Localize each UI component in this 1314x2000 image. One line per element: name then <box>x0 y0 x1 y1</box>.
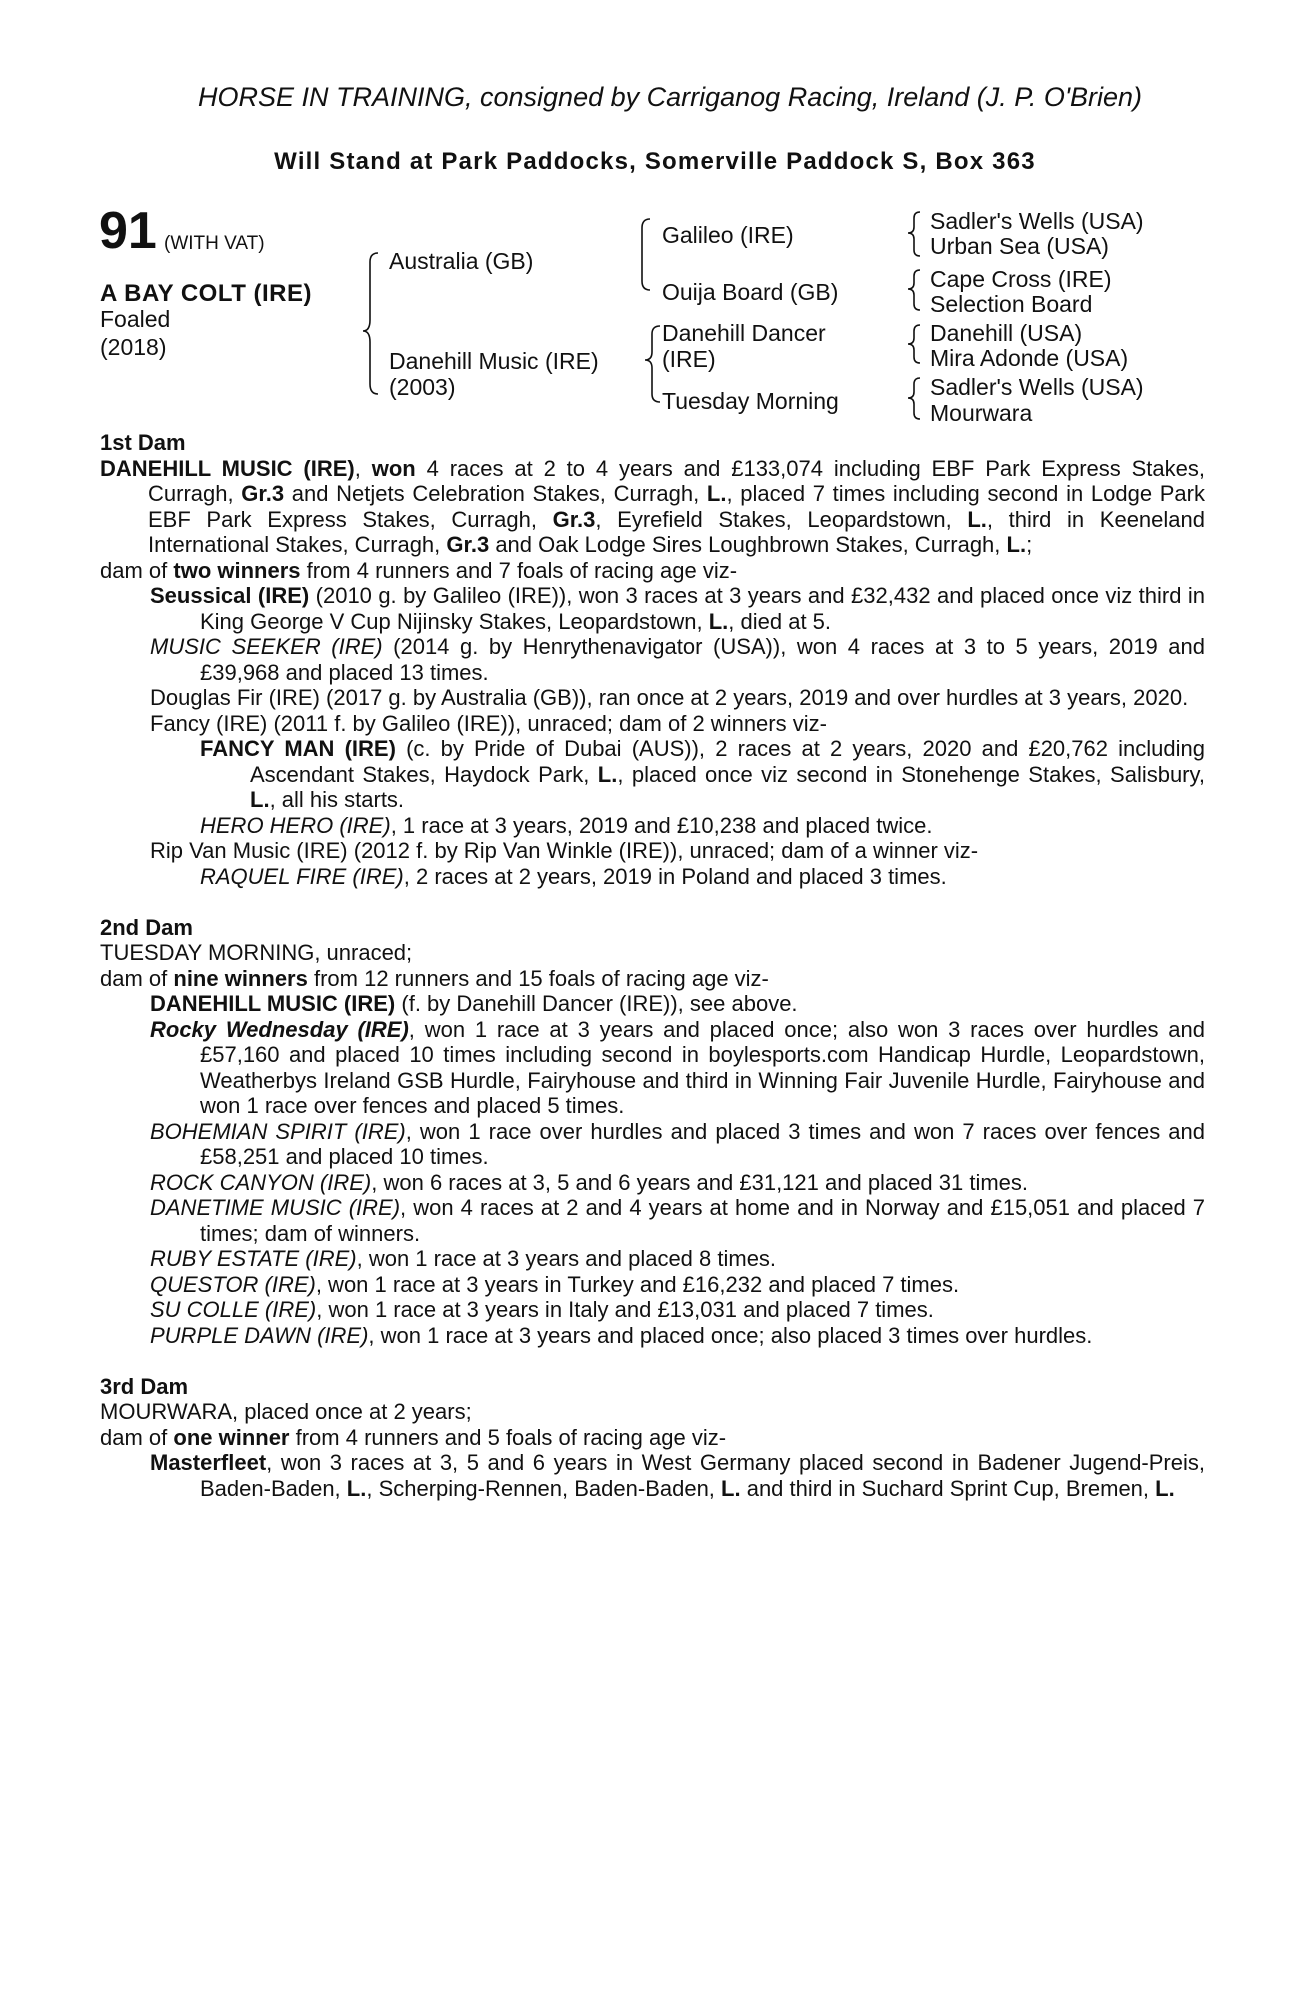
offspring-entry <box>100 1323 1205 1349</box>
foaled-info <box>100 305 170 361</box>
offspring-name: RUBY ESTATE (IRE) <box>150 1246 357 1271</box>
second-dam-title: 2nd Dam <box>100 914 193 940</box>
pedigree-gen3-4: Selection Board <box>930 291 1093 317</box>
text: dam of <box>100 1424 174 1450</box>
text: and third in Suchard Sprint Cup, Bremen, <box>740 1475 1156 1501</box>
grand-offspring-entry <box>100 736 1205 813</box>
pedigree-gen3-3: Cape Cross (IRE) <box>930 266 1112 292</box>
grand-offspring-entry <box>100 864 1205 890</box>
offspring-name: RAQUEL FIRE (IRE) <box>200 863 404 889</box>
offspring-name: PURPLE DAWN (IRE) <box>150 1322 369 1348</box>
second-dam-record: TUESDAY MORNING, unraced; <box>100 940 413 965</box>
bracket-gen3-2 <box>908 270 920 310</box>
pedigree-dam-sire-country: (IRE) <box>662 346 716 372</box>
offspring-name: Rocky Wednesday (IRE) <box>150 1016 409 1042</box>
text: and Oak Lodge Sires Loughbrown Stakes, Curragh, <box>489 532 1007 557</box>
pedigree-sire-sire: Galileo (IRE) <box>662 222 794 248</box>
dam-name: DANEHILL MUSIC (IRE) <box>100 455 355 481</box>
offspring-entry: Fancy (IRE) (2011 f. by Galileo (IRE)), unraced; dam of 2 winners viz- <box>150 710 827 736</box>
grand-offspring-entry <box>100 813 1205 839</box>
offspring-entry <box>100 1297 1205 1323</box>
text: , won 1 race at 3 years and placed once; also placed 3 times over hurdles. <box>368 1322 1093 1348</box>
text: from 12 runners and 15 foals of racing age viz- <box>307 965 769 991</box>
spacer <box>100 889 1205 915</box>
offspring-entry: Douglas Fir (IRE) (2017 g. by Australia (GB)), ran once at 2 years, 2019 and over hurdles at 3 years, 2020. <box>150 685 1189 710</box>
text: , won 6 races at 3, 5 and 6 years and £31,121 and placed 31 times. <box>371 1169 1029 1195</box>
offspring-entry <box>100 1450 1205 1501</box>
lot-number: 91 <box>99 202 157 260</box>
text: (f. by Danehill Dancer (IRE)), see above. <box>395 991 798 1016</box>
offspring-name: HERO HERO (IRE) <box>200 812 391 838</box>
offspring-entry <box>100 1195 1205 1246</box>
text: (c. by Pride of Dubai (AUS)), 2 races at 2 years, 2020 and £20,762 including Ascendant Stakes, Haydock Park, <box>250 736 1205 787</box>
bracket-gen3-4 <box>908 378 920 419</box>
vat-note: (WITH VAT) <box>164 233 265 254</box>
pedigree-sire-dam: Ouija Board (GB) <box>662 279 839 305</box>
text: , 1 race at 3 years, 2019 and £10,238 and placed twice. <box>390 812 933 838</box>
text: , won 1 race at 3 years in Turkey and £16,232 and placed 7 times. <box>315 1271 960 1297</box>
offspring-entry <box>100 991 1205 1017</box>
listed-label: L. <box>967 506 987 532</box>
text: (2010 g. by Galileo (IRE)), won 3 races at 3 years and £32,432 and placed once viz third in King George V Cup Nijinsky Stakes, Leopardstown, <box>200 583 1206 634</box>
offspring-name: DANEHILL MUSIC (IRE) <box>150 991 396 1016</box>
offspring-entry <box>100 1017 1205 1119</box>
pedigree-gen3-2: Urban Sea (USA) <box>930 233 1109 259</box>
pedigree-dam-sire-name: Danehill Dancer <box>662 320 826 346</box>
text: , won 3 races at 3, 5 and 6 years in West Germany placed second in Badener Jugend-Preis, Baden-Baden, <box>200 1450 1205 1501</box>
offspring-name: QUESTOR (IRE) <box>150 1271 316 1297</box>
bracket-gen1 <box>363 253 378 394</box>
offspring-entry <box>100 1272 1205 1298</box>
listed-label: L. <box>708 608 729 634</box>
offspring-entry: Rip Van Music (IRE) (2012 f. by Rip Van Winkle (IRE)), unraced; dam of a winner viz- <box>150 838 979 863</box>
pedigree-dam-dam: Tuesday Morning <box>662 388 839 414</box>
offspring-name: ROCK CANYON (IRE) <box>150 1169 372 1195</box>
text: (2014 g. by Henrythenavigator (USA)), won 4 races at 3 to 5 years, 2019 and £39,968 and placed 13 times. <box>200 634 1205 685</box>
text: , won 4 races at 2 and 4 years at home and in Norway and £15,051 and placed 7 times; dam of winners. <box>200 1195 1205 1246</box>
bracket-gen3-3 <box>908 325 920 363</box>
first-dam-record <box>100 456 1205 558</box>
grade-label: Gr.3 <box>241 481 285 506</box>
pedigree-gen3-7: Sadler's Wells (USA) <box>930 374 1144 400</box>
grade-label: Gr.3 <box>446 532 490 557</box>
horse-name: A BAY COLT (IRE) <box>100 280 313 307</box>
pedigree-dam-year: (2003) <box>389 374 456 400</box>
text: , <box>354 455 372 481</box>
offspring-entry <box>100 1119 1205 1170</box>
listed-label: L. <box>1155 1475 1175 1501</box>
catalogue-body <box>100 430 1205 1501</box>
text: , third in Keeneland International Stakes, Curragh, <box>148 506 1205 557</box>
pedigree-dam-sire <box>662 320 826 372</box>
pedigree-gen3-5: Danehill (USA) <box>930 320 1083 346</box>
listed-label: L. <box>250 787 270 812</box>
offspring-entry <box>100 634 1205 685</box>
text: , won 1 race over hurdles and placed 3 times and won 7 races over fences and £58,251 and placed 10 times. <box>200 1118 1205 1169</box>
winners-count: two winners <box>173 557 301 583</box>
text: , Scherping-Rennen, Baden-Baden, <box>366 1475 722 1501</box>
text: from 4 runners and 7 foals of racing age viz- <box>300 557 738 583</box>
offspring-name: SU COLLE (IRE) <box>150 1297 317 1322</box>
consignor-line: HORSE IN TRAINING, consigned by Carriganog Racing, Ireland (J. P. O'Brien) <box>197 82 1143 112</box>
pedigree-dam-name: Danehill Music (IRE) <box>389 348 599 374</box>
text: , placed once viz second in Stonehenge Stakes, Salisbury, <box>617 761 1205 787</box>
text: dam of <box>100 965 174 991</box>
foaled-year: (2018) <box>100 334 167 360</box>
bracket-gen2-sire <box>642 219 650 290</box>
text: from 4 runners and 5 foals of racing age viz- <box>289 1424 727 1450</box>
text: , won 1 race at 3 years and placed once; also won 3 races over hurdles and £57,160 and placed 10 times including second in boylesports.com Handicap Hurdle, Leopardstown, Weatherbys Ireland GSB Hurdle, Fairyhouse and third in Winning Fair Juvenile Hurdle, Fairyhouse and won 1 race over fences and placed 5 times. <box>200 1016 1205 1118</box>
offspring-entry <box>100 583 1205 634</box>
text: , died at 5. <box>728 608 832 634</box>
listed-label: L. <box>706 481 727 506</box>
grade-label: Gr.3 <box>552 506 596 532</box>
listed-label: L. <box>1006 532 1027 557</box>
listed-label: L. <box>597 761 618 787</box>
offspring-name: FANCY MAN (IRE) <box>200 736 396 761</box>
text: , Eyrefield Stakes, Leopardstown, <box>595 506 968 532</box>
pedigree-gen3-8: Mourwara <box>930 400 1033 426</box>
text: , placed 7 times including second in Lodge Park EBF Park Express Stakes, Curragh, <box>148 481 1205 532</box>
third-dam-title: 3rd Dam <box>100 1373 189 1399</box>
text: , all his starts. <box>269 787 405 812</box>
third-dam-record: MOURWARA, placed once at 2 years; <box>100 1399 472 1424</box>
third-dam-produce-summary <box>100 1425 1205 1451</box>
offspring-name: Seussical (IRE) <box>150 583 310 608</box>
listed-label: L. <box>346 1475 367 1501</box>
bracket-gen3-1 <box>908 212 920 256</box>
spacer <box>100 1348 1205 1374</box>
text: ; <box>1026 532 1033 557</box>
text: dam of <box>100 557 174 583</box>
first-dam-title: 1st Dam <box>100 430 186 455</box>
offspring-name: DANETIME MUSIC (IRE) <box>150 1195 401 1220</box>
text: 4 races at 2 to 4 years and £133,074 including EBF Park Express Stakes, Curragh, <box>148 455 1205 506</box>
won-label: won <box>371 455 416 481</box>
text: , won 1 race at 3 years and placed 8 times. <box>356 1246 777 1271</box>
pedigree-gen3-6: Mira Adonde (USA) <box>930 345 1129 371</box>
winners-count: nine winners <box>173 965 308 991</box>
offspring-entry <box>100 1170 1205 1196</box>
offspring-name: Masterfleet <box>150 1450 267 1475</box>
offspring-name: BOHEMIAN SPIRIT (IRE) <box>150 1118 406 1144</box>
stand-location: Will Stand at Park Paddocks, Somerville Paddock S, Box 363 <box>274 148 1036 175</box>
bracket-gen2-dam <box>645 326 660 402</box>
pedigree-dam <box>389 348 599 400</box>
pedigree-sire: Australia (GB) <box>389 248 534 274</box>
first-dam-produce-summary <box>100 558 1205 584</box>
text: and Netjets Celebration Stakes, Curragh, <box>284 481 707 506</box>
foaled-label: Foaled <box>100 306 171 332</box>
listed-label: L. <box>721 1475 741 1501</box>
offspring-name: MUSIC SEEKER (IRE) <box>150 634 383 659</box>
second-dam-produce-summary <box>100 966 1205 992</box>
offspring-entry <box>100 1246 1205 1272</box>
winners-count: one winner <box>173 1424 290 1450</box>
text: , won 1 race at 3 years in Italy and £13,031 and placed 7 times. <box>316 1297 934 1322</box>
text: , 2 races at 2 years, 2019 in Poland and placed 3 times. <box>403 863 947 889</box>
pedigree-gen3-1: Sadler's Wells (USA) <box>930 208 1144 234</box>
